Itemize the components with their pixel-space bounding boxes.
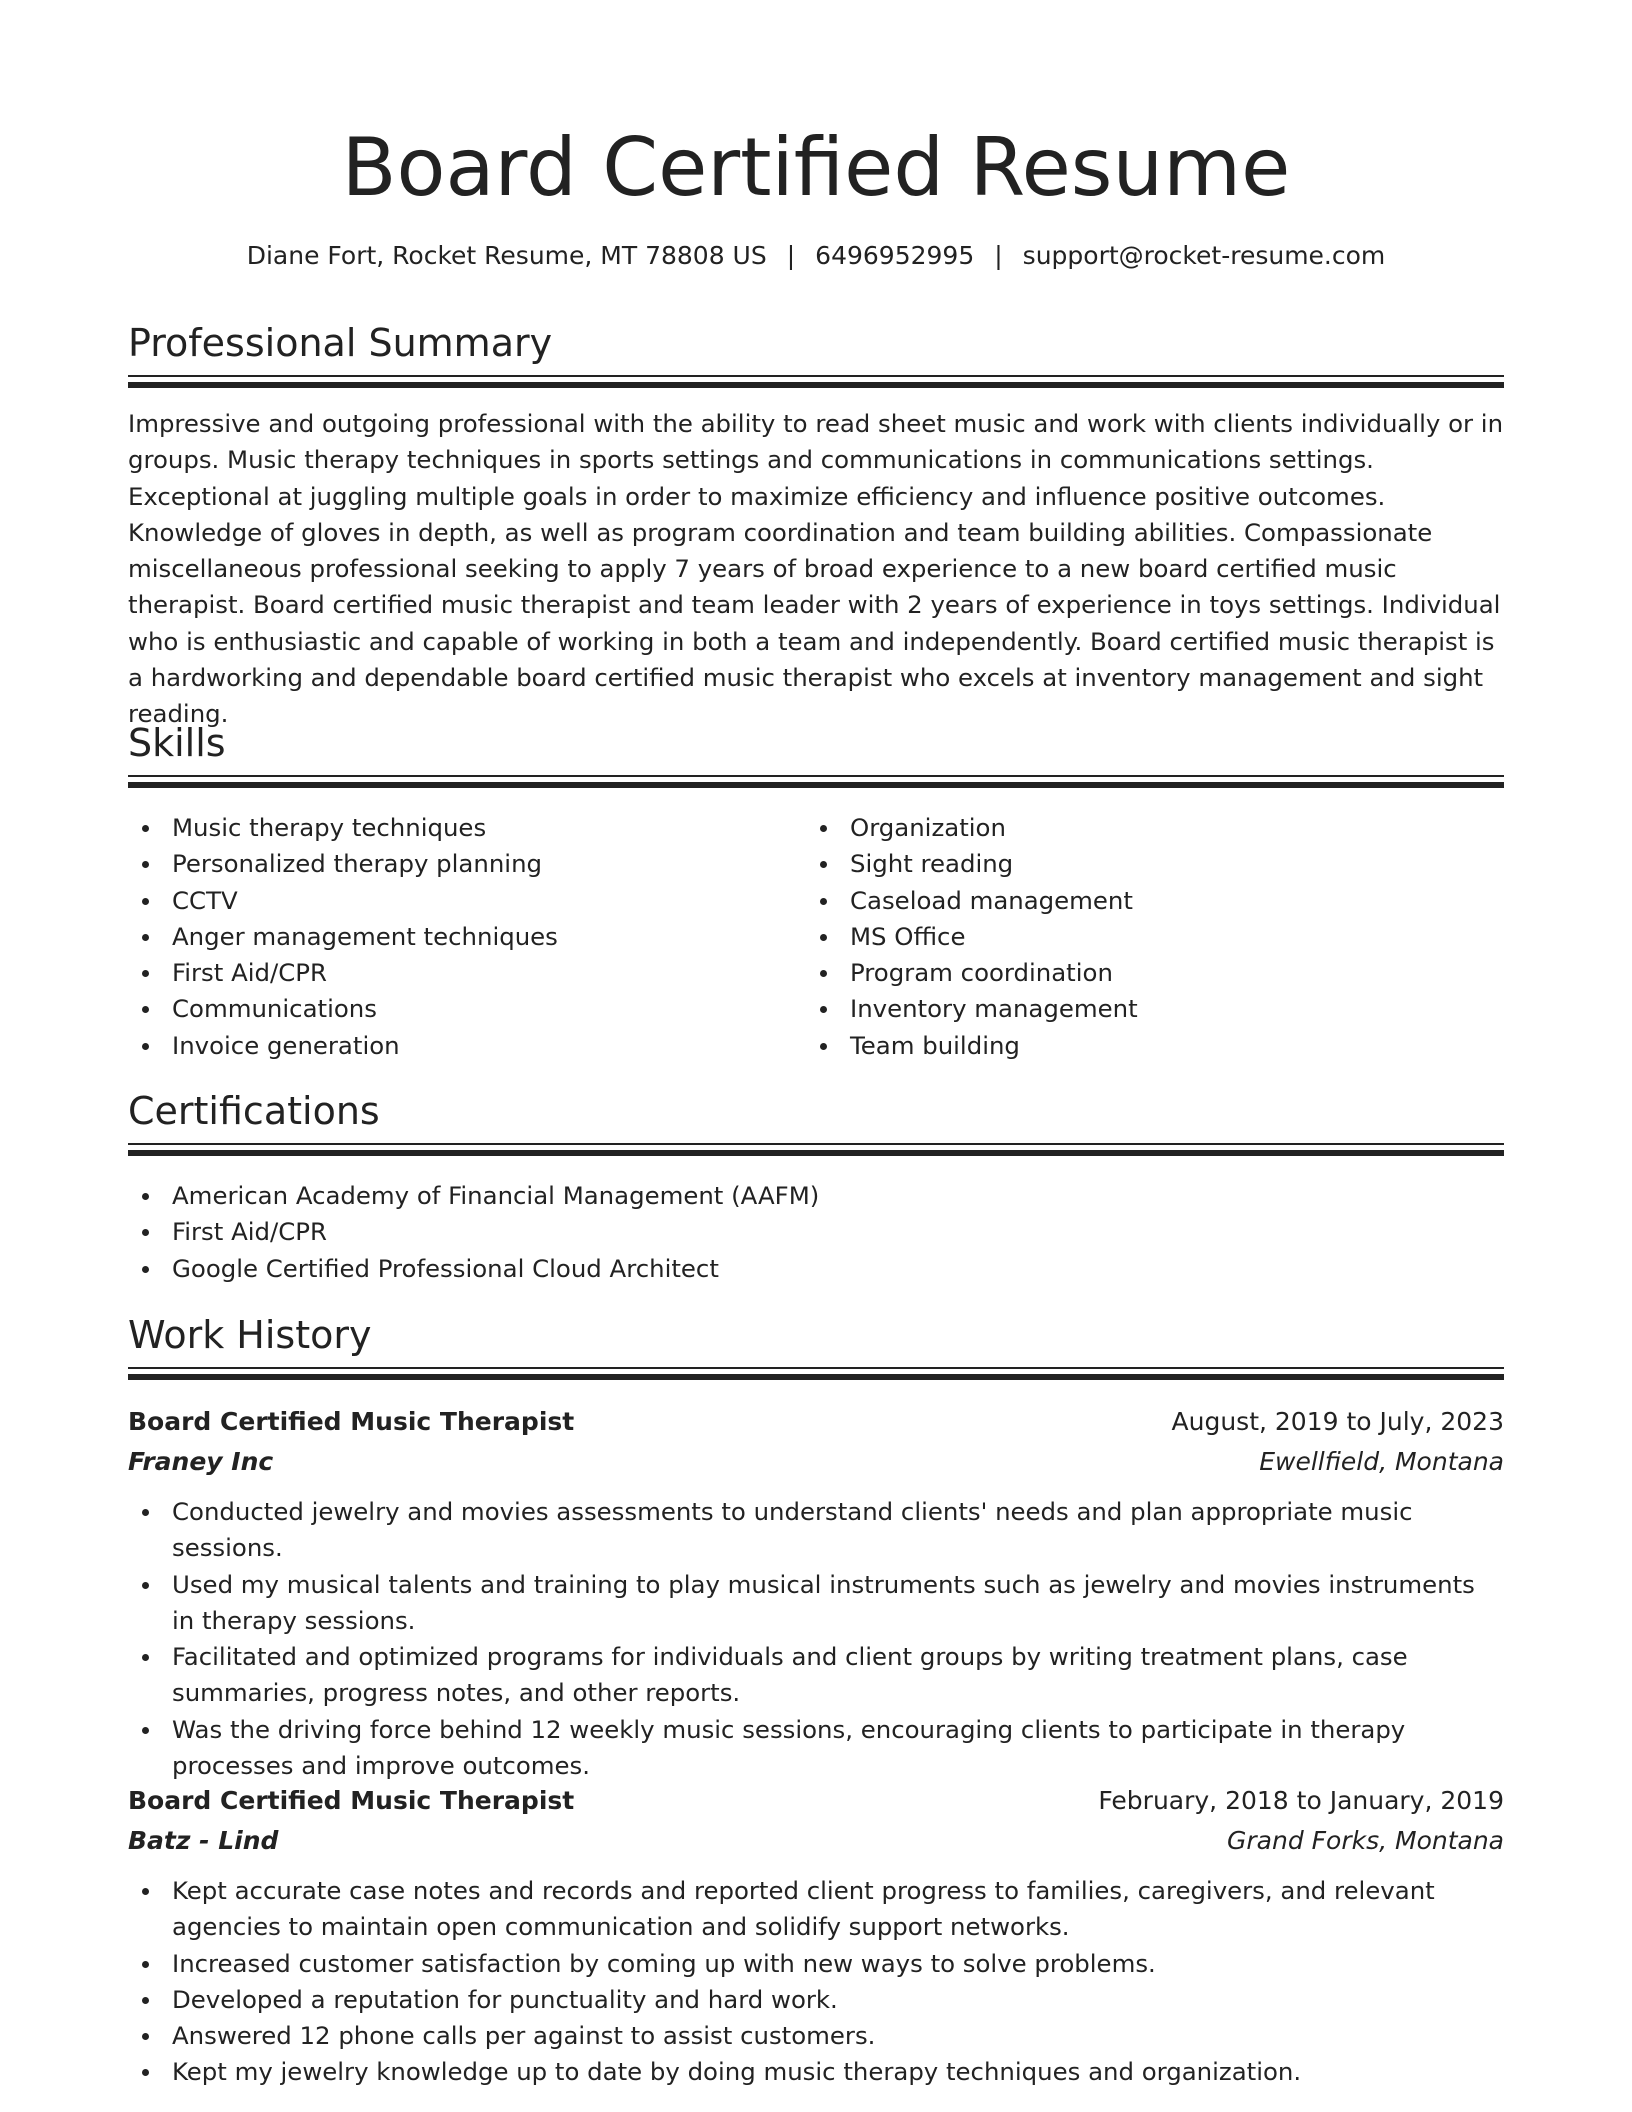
skill-item: First Aid/CPR [128, 955, 798, 991]
job-bullet: Kept accurate case notes and records and reported client progress to families, caregivers, and relevant agencies to maintain open communication and solidify support networks. [128, 1873, 1504, 1946]
skill-item: Organization [806, 810, 1504, 846]
skill-item: Program coordination [806, 955, 1504, 991]
job-entry [128, 1781, 1504, 2091]
skill-item: MS Office [806, 919, 1504, 955]
skills-list-left [128, 810, 798, 1064]
certification-item: American Academy of Financial Management (AAFM) [128, 1178, 1504, 1214]
skill-item: Anger management techniques [128, 919, 798, 955]
contact-line [128, 236, 1504, 276]
contact-phone: 6496952995 [815, 241, 975, 270]
skill-item: Personalized therapy planning [128, 846, 798, 882]
job-company: Franey Inc [128, 1447, 274, 1476]
section-divider [128, 1143, 1504, 1156]
section-divider [128, 375, 1504, 388]
section-heading-summary: Professional Summary [128, 321, 553, 365]
job-entry [128, 1402, 1504, 1784]
skill-item: Communications [128, 991, 798, 1027]
section-heading-skills: Skills [128, 721, 226, 765]
job-bullet: Answered 12 phone calls per against to assist customers. [128, 2018, 1504, 2054]
skill-item: Sight reading [806, 846, 1504, 882]
section-divider [128, 1367, 1504, 1380]
job-bullet: Developed a reputation for punctuality and hard work. [128, 1982, 1504, 2018]
job-bullet: Kept my jewelry knowledge up to date by doing music therapy techniques and organization. [128, 2054, 1504, 2090]
job-bullet: Facilitated and optimized programs for individuals and client groups by writing treatment plans, case summaries, progress notes, and other reports. [128, 1639, 1504, 1712]
certification-item: First Aid/CPR [128, 1214, 1504, 1250]
job-subheader [128, 1442, 1504, 1482]
contact-separator: | [786, 241, 796, 270]
job-location: Ewellfield, Montana [1259, 1447, 1504, 1476]
skill-item: Invoice generation [128, 1028, 798, 1064]
skill-item: Inventory management [806, 991, 1504, 1027]
job-bullet: Conducted jewelry and movies assessments to understand clients' needs and plan appropriate music sessions. [128, 1494, 1504, 1567]
job-dates: February, 2018 to January, 2019 [1098, 1786, 1504, 1815]
section-heading-work-history: Work History [128, 1313, 372, 1357]
skill-item: Music therapy techniques [128, 810, 798, 846]
job-title: Board Certified Music Therapist [128, 1786, 575, 1815]
job-location: Grand Forks, Montana [1227, 1826, 1504, 1855]
contact-email: support@rocket-resume.com [1022, 241, 1386, 270]
job-bullet: Increased customer satisfaction by coming up with new ways to solve problems. [128, 1946, 1504, 1982]
job-bullet: Was the driving force behind 12 weekly music sessions, encouraging clients to participate in therapy processes and improve outcomes. [128, 1712, 1504, 1785]
section-divider [128, 775, 1504, 788]
job-bullets [128, 1873, 1504, 2091]
contact-separator: | [994, 241, 1003, 270]
job-company: Batz - Lind [128, 1826, 279, 1855]
job-header [128, 1402, 1504, 1442]
skill-item: Team building [806, 1028, 1504, 1064]
skills-list-right [806, 810, 1504, 1064]
contact-address: Diane Fort, Rocket Resume, MT 78808 US [246, 241, 767, 270]
certification-item: Google Certified Professional Cloud Architect [128, 1251, 1504, 1287]
skill-item: CCTV [128, 883, 798, 919]
resume-title: Board Certified Resume [341, 121, 1291, 214]
section-heading-certifications: Certifications [128, 1089, 380, 1133]
job-bullets [128, 1494, 1504, 1784]
job-bullet: Used my musical talents and training to play musical instruments such as jewelry and movies instruments in therapy sessions. [128, 1567, 1504, 1640]
job-header [128, 1781, 1504, 1821]
job-title: Board Certified Music Therapist [128, 1407, 575, 1436]
job-dates: August, 2019 to July, 2023 [1171, 1407, 1504, 1436]
certifications-list [128, 1178, 1504, 1287]
skill-item: Caseload management [806, 883, 1504, 919]
job-subheader [128, 1821, 1504, 1861]
summary-text: Impressive and outgoing professional with the ability to read sheet music and work with clients individually or in groups. Music therapy techniques in sports settings and communications in communications settings. Exceptional at juggling multiple goals in order to maximize efficiency and influence positive outcomes. Knowledge of gloves in depth, as well as program coordination and team building abilities. Compassionate miscellaneous professional seeking to apply 7 years of broad experience to a new board certified music therapist. Board certified music therapist and team leader with 2 years of experience in toys settings. Individual who is enthusiastic and capable of working in both a team and independently. Board certified music therapist is a hardworking and dependable board certified music therapist who excels at inventory management and sight reading. [128, 409, 1504, 729]
